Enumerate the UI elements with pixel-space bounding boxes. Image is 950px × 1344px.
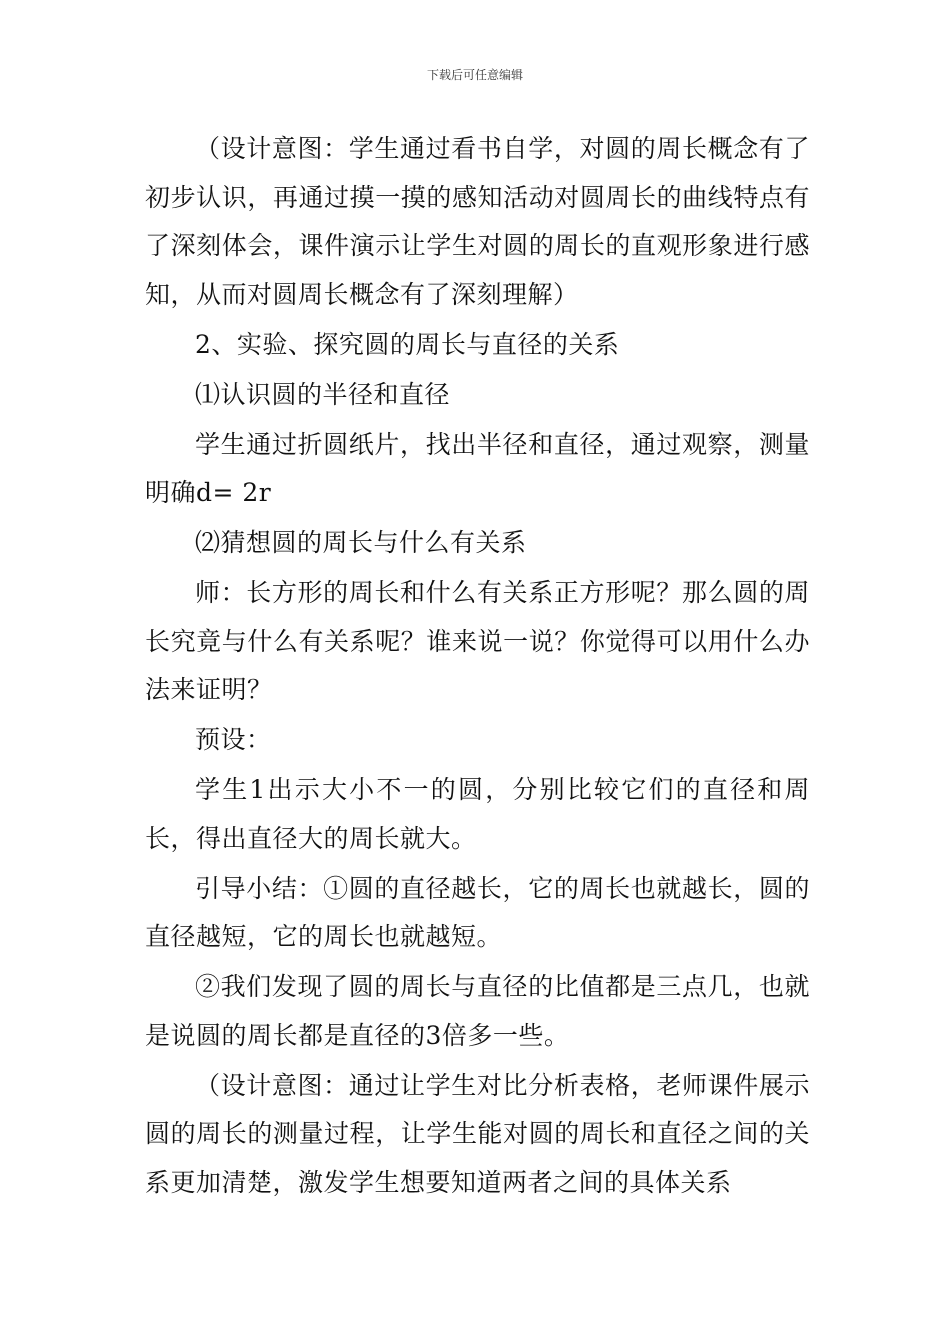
- document-body: [145, 125, 810, 1209]
- paragraph-design-intent-2: （设计意图：通过让学生对比分析表格，老师课件展示圆的周长的测量过程，让学生能对圆的周长和直径之间的关系更加清楚，激发学生想要知道两者之间的具体关系: [145, 1070, 810, 1197]
- paragraph-preset-label: 预设：: [195, 725, 272, 754]
- paragraph-design-intent-1: （设计意图：学生通过看书自学，对圆的周长概念有了初步认识，再通过摸一摸的感知活动对圆周长的曲线特点有了深刻体会，课件演示让学生对圆的周长的直观形象进行感知，从而对圆周长概念有了深刻理解）: [145, 134, 810, 309]
- page-header: 下载后可任意编辑: [426, 68, 523, 82]
- paragraph-student-1: 学生1出示大小不一的圆，分别比较它们的直径和周长，得出直径大的周长就大。: [145, 775, 810, 853]
- subheading-radius-diameter: ⑴认识圆的半径和直径: [195, 379, 451, 409]
- paragraph-fold-paper: 学生通过折圆纸片，找出半径和直径，通过观察，测量明确d= 2r: [145, 429, 810, 507]
- paragraph-summary-2: ②我们发现了圆的周长与直径的比值都是三点几，也就是说圆的周长都是直径的3倍多一些。: [145, 972, 810, 1050]
- paragraph-summary-1: 引导小结：①圆的直径越长，它的周长也就越长，圆的直径越短，它的周长也就越短。: [145, 873, 810, 951]
- subheading-guess-relation: ⑵猜想圆的周长与什么有关系: [195, 528, 527, 557]
- section-heading-experiment: 2、实验、探究圆的周长与直径的关系: [195, 329, 620, 359]
- paragraph-teacher-question: 师：长方形的周长和什么有关系正方形呢？那么圆的周长究竟与什么有关系呢？谁来说一说？你觉得可以用什么办法来证明？: [145, 578, 810, 704]
